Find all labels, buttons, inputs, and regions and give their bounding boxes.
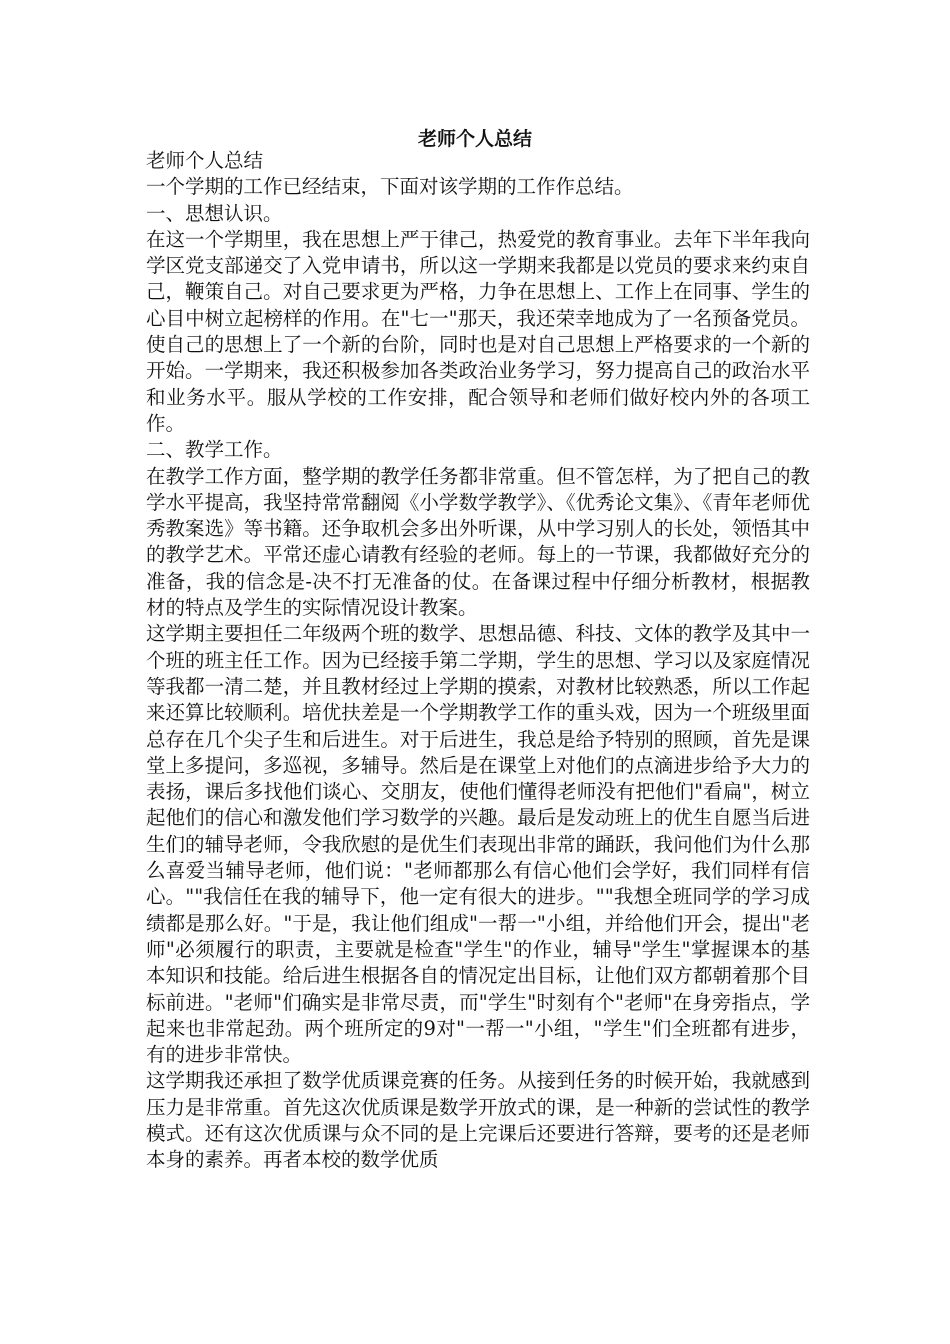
- paragraph-class-work: 这学期主要担任二年级两个班的数学、思想品德、科技、文体的教学及其中一个班的班主任工作。因为已经接手第二学期，学生的思想、学习以及家庭情况等我都一清二楚，并且教材经过上学期的摸索，对教材比较熟悉，所以工作起来还算比较顺利。培优扶差是一个学期教学工作的重头戏，因为一个班级里面总存在几个尖子生和后进生。对于后进生，我总是给予特别的照顾，首先是课堂上多提问，多巡视，多辅导。然后是在课堂上对他们的点滴进步给予大力的表扬，课后多找他们谈心、交朋友，使他们懂得老师没有把他们"看扁"，树立起他们的信心和激发他们学习数学的兴趣。最后是发动班上的优生自愿当后进生们的辅导老师，令我欣慰的是优生们表现出非常的踊跃，我问他们为什么那么喜爱当辅导老师，他们说："老师都那么有信心他们会学好，我们同样有信心。""我信任在我的辅导下，他一定有很大的进步。""我想全班同学的学习成绩都是那么好。"于是，我让他们组成"一帮一"小组，并给他们开会，提出"老师"必须履行的职责，主要就是检查"学生"的作业，辅导"学生"掌握课本的基本知识和技能。给后进生根据各自的情况定出目标，让他们双方都朝着那个目标前进。"老师"们确实是非常尽责，而"学生"时刻有个"老师"在身旁指点，学起来也非常起劲。两个班所定的9对"一帮一"小组，"学生"们全班都有进步，有的进步非常快。: [146, 622, 810, 1067]
- section-heading-ideology: 一、思想认识。: [146, 201, 283, 225]
- section-heading-teaching: 二、教学工作。: [146, 438, 283, 462]
- paragraph-heading: 老师个人总结: [146, 149, 264, 172]
- document-body: [146, 148, 810, 1174]
- paragraph-intro: 一个学期的工作已经结束，下面对该学期的工作作总结。: [146, 175, 634, 199]
- paragraph-competition: 这学期我还承担了数学优质课竞赛的任务。从接到任务的时候开始，我就感到压力是非常重。首先这次优质课是数学开放式的课，是一种新的尝试性的教学模式。还有这次优质课与众不同的是上完课后还要进行答辩，要考的还是老师本身的素养。再者本校的数学优质: [146, 1069, 810, 1172]
- paragraph-ideology: 在这一个学期里，我在思想上严于律己，热爱党的教育事业。去年下半年我向学区党支部递交了入党申请书，所以这一学期来我都是以党员的要求来约束自己，鞭策自己。对自己要求更为严格，力争在思想上、工作上在同事、学生的心目中树立起榜样的作用。在"七一"那天，我还荣幸地成为了一名预备党员。使自己的思想上了一个新的台阶，同时也是对自己思想上严格要求的一个新的开始。一学期来，我还积极参加各类政治业务学习，努力提高自己的政治水平和业务水平。服从学校的工作安排，配合领导和老师们做好校内外的各项工作。: [146, 227, 810, 435]
- document-title: 老师个人总结: [417, 128, 532, 150]
- paragraph-teaching: 在教学工作方面，整学期的教学任务都非常重。但不管怎样，为了把自己的教学水平提高，我坚持常常翻阅《小学数学教学》、《优秀论文集》、《青年老师优秀教案选》等书籍。还争取机会多出外听课，从中学习别人的长处，领悟其中的教学艺术。平常还虚心请教有经验的老师。每上的一节课，我都做好充分的准备，我的信念是-决不打无准备的仗。在备课过程中仔细分析教材，根据教材的特点及学生的实际情况设计教案。: [146, 464, 810, 620]
